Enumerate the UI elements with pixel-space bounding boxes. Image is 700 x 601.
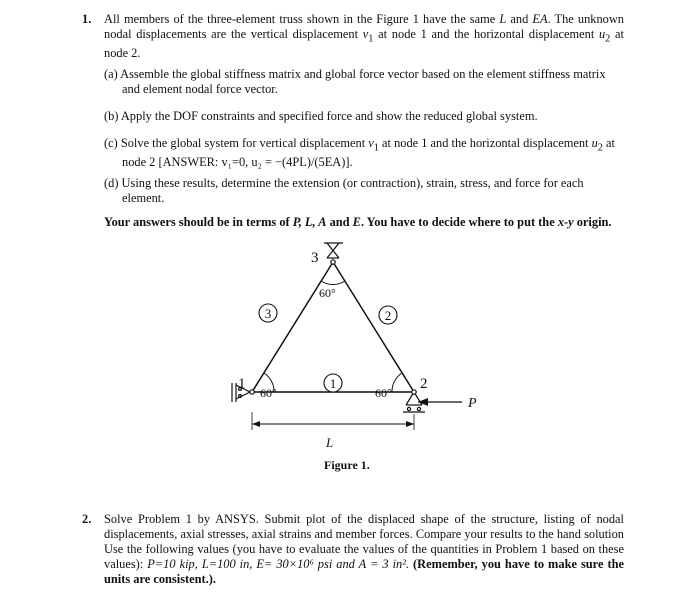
load-arrow (418, 398, 462, 406)
problem-2-text: Solve Problem 1 by ANSYS. Submit plot of the displaced shape of the structure, listing of nodal displacements, axial stresses, axial strains and member forces. Compare your results to the hand solution Use the following values (you have to evaluate the values of the quantities in Problem 1 based on these values): P=10 kip, L=100 in, E= 30×10⁶ psi and A = 3 in². (Remember, you have to make sure the units are consistent.). (104, 512, 624, 586)
part-b-text: (b) Apply the DOF constraints and specified force and show the reduced global system. (104, 109, 538, 123)
element-label-1: 1 (329, 376, 337, 391)
problem-1-number: 1. (82, 12, 92, 26)
problem-2-values: P=10 kip, L=100 in, E= 30×10⁶ psi and A = 3 in². (147, 557, 410, 571)
problem-1-intro: All members of the three-element truss shown in the Figure 1 have the same L and EA. The unknown nodal displacements are the vertical displacement $v_1$ at node 1 and the horizontal displacement $u_2$ at node 2. (104, 12, 624, 61)
element-2-member (333, 262, 414, 392)
node-label-3: 3 (311, 250, 319, 266)
node-label-2: 2 (420, 376, 428, 392)
problem-2-number: 2. (82, 512, 92, 526)
part-c-answer: v₁=0, u₂ = −(4PL)/(5EA) (221, 155, 346, 170)
element-label-3: 3 (264, 306, 272, 321)
dimension-line (252, 412, 414, 430)
node-label-1: 1 (238, 376, 246, 392)
element-label-2: 2 (384, 308, 392, 323)
angle-label-left: 60° (260, 386, 277, 400)
figure-caption: Figure 1. (324, 458, 370, 472)
element-3-member (252, 262, 333, 392)
length-label: L (326, 435, 334, 450)
part-c-text: (c) Solve the global system for vertical displacement $v_1$ at node 1 and the horizontal displacement $u_2$ at node 2 [ANSWER: v₁=0, u₂ = −(4PL)/(5EA)]. (104, 136, 615, 170)
load-label: P (468, 396, 477, 411)
part-d-text: (d) Using these results, determine the extension (or contraction), strain, stress, and force for each element. (104, 176, 584, 205)
part-a-text: (a) Assemble the global stiffness matrix and global force vector based on the element stiffness matrix and element nodal force vector. (104, 67, 606, 96)
instruction-text: Your answers should be in terms of P, L, A and E. You have to decide where to put the x-y origin. (104, 215, 612, 229)
angle-label-right: 60° (375, 386, 392, 400)
node-3-support (324, 243, 343, 264)
angle-label-top: 60° (319, 286, 336, 300)
